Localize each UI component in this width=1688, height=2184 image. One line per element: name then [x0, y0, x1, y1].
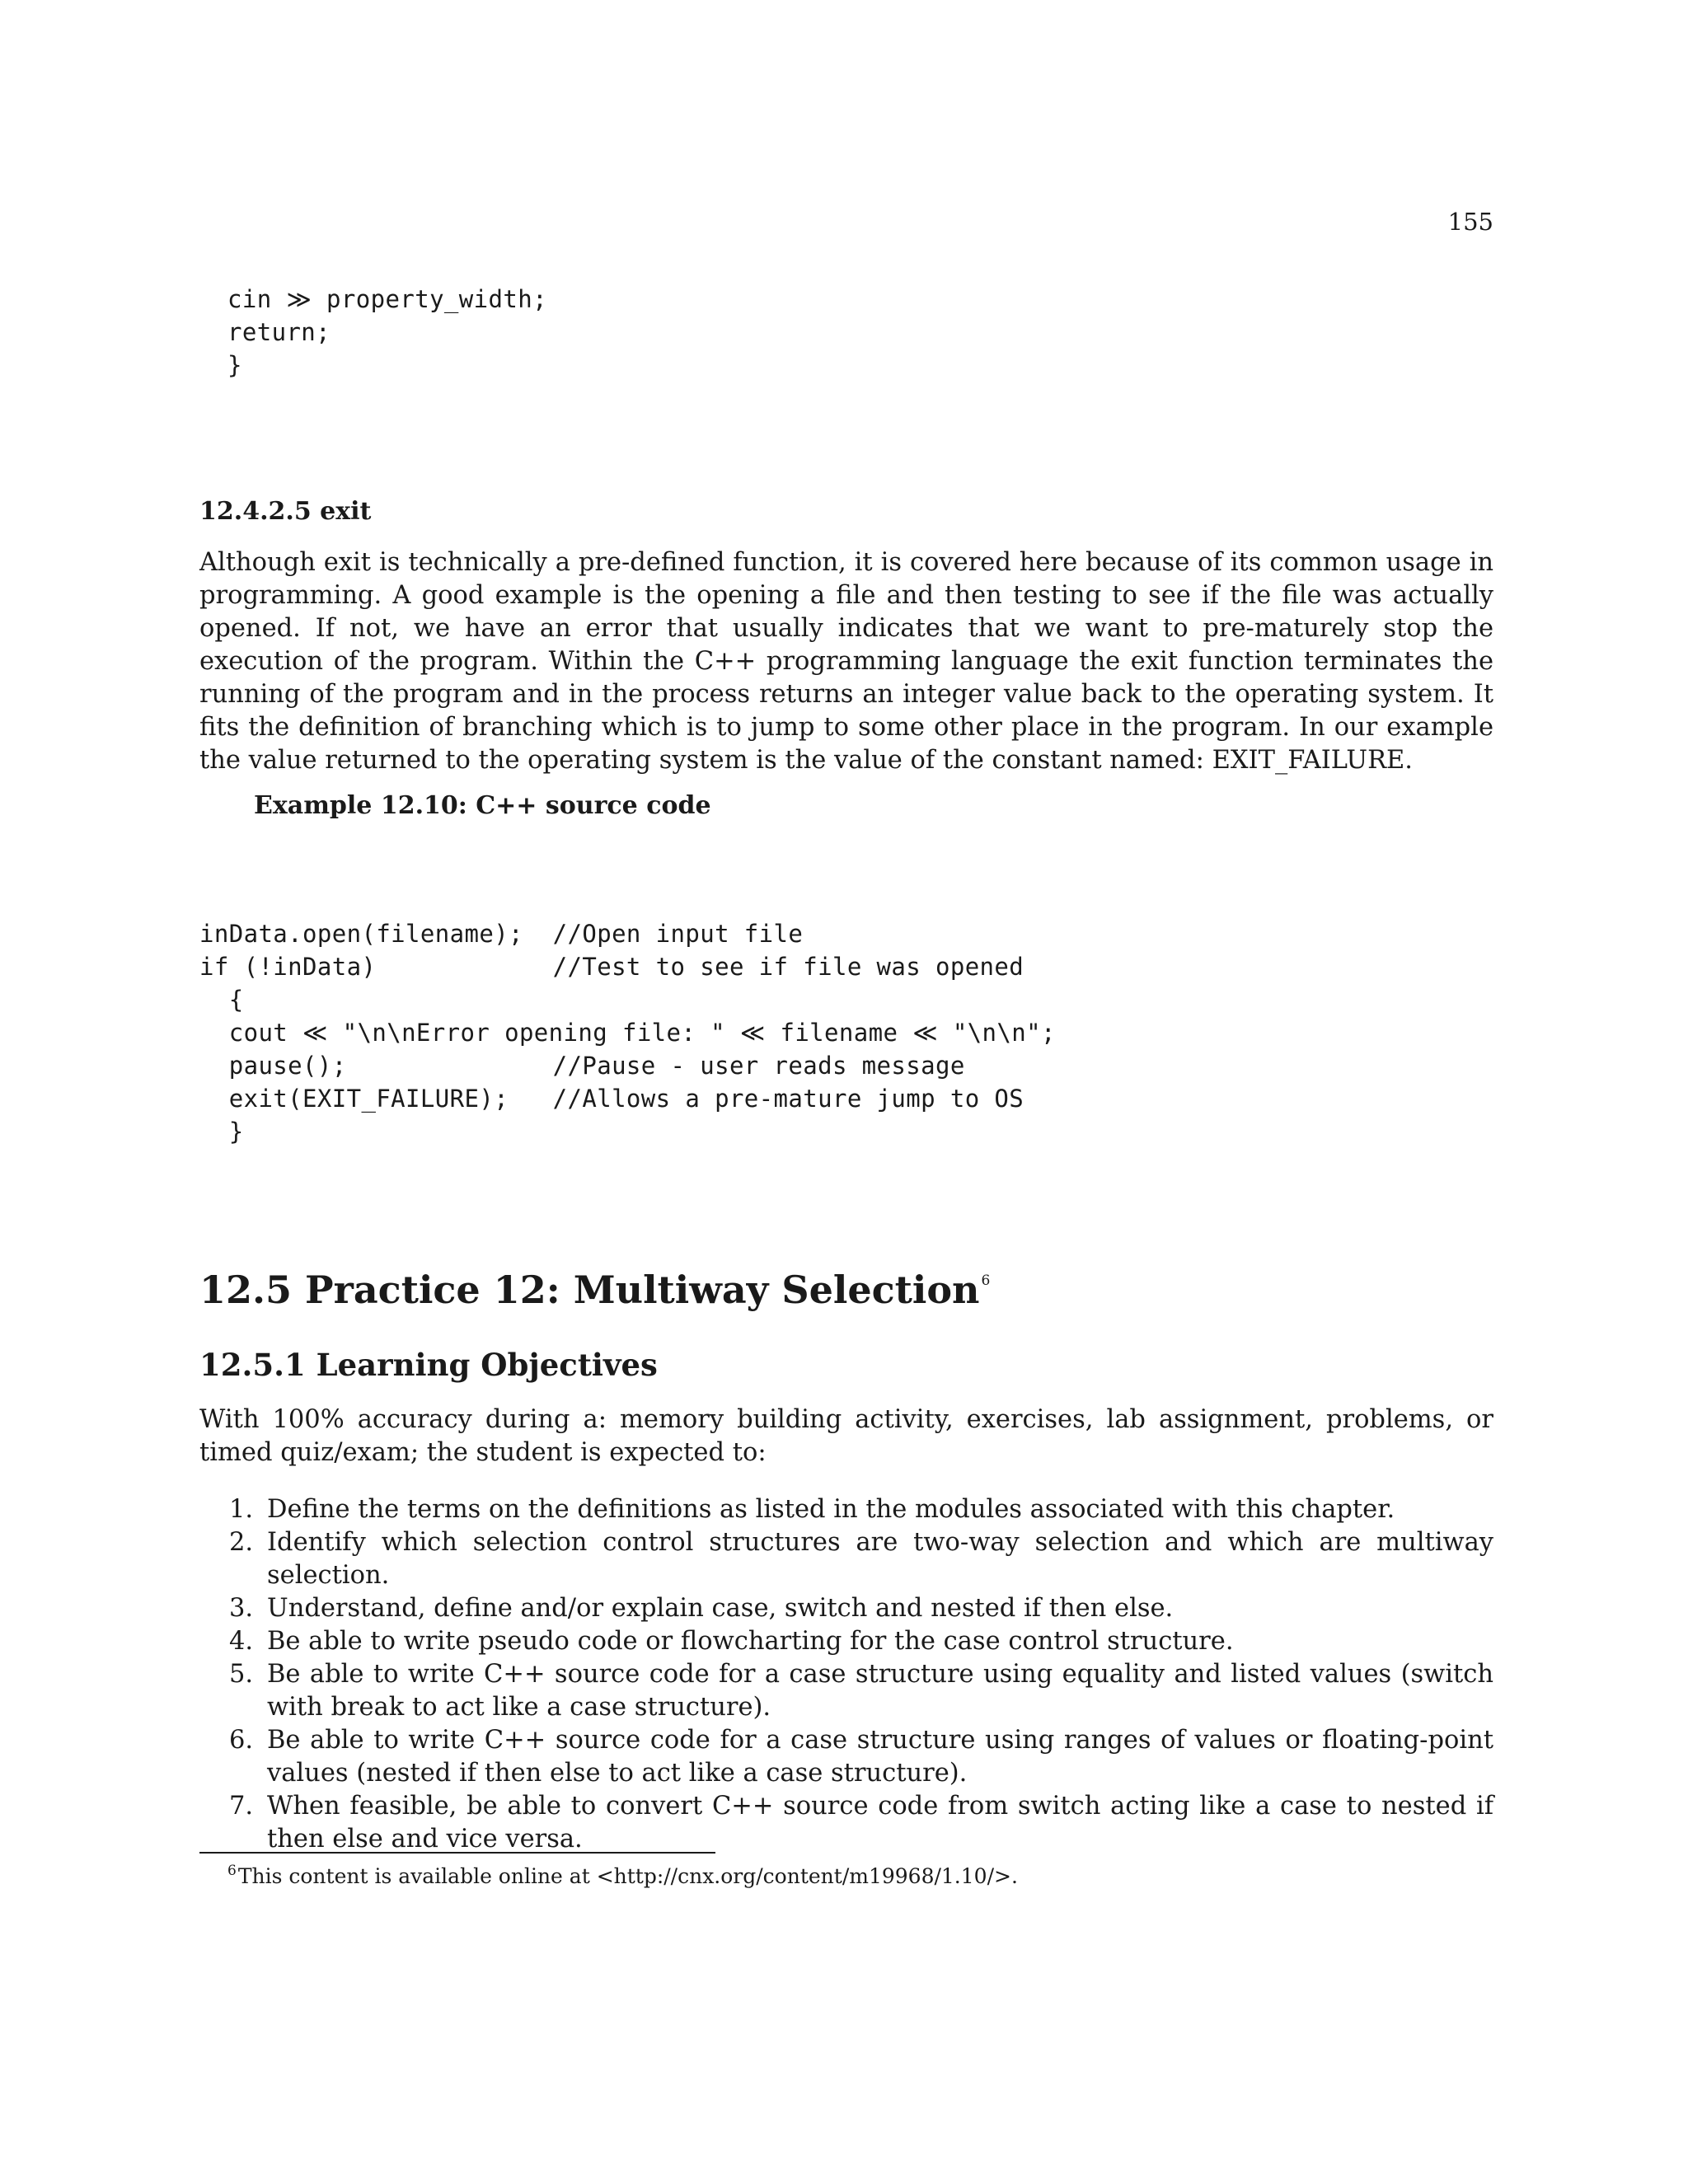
exit-heading: 12.4.2.5 exit — [199, 497, 372, 526]
code-block-top — [227, 283, 547, 382]
list-item — [199, 1526, 1493, 1592]
code-line: inData.open(filename); //Open input file — [199, 920, 804, 948]
section-heading — [199, 1268, 990, 1312]
subsection-heading: 12.5.1 Learning Objectives — [199, 1347, 658, 1383]
objectives-list — [199, 1493, 1493, 1856]
code-block-example — [199, 917, 1056, 1148]
code-line: exit(EXIT_FAILURE); //Allows a pre-mature jump to OS — [199, 1085, 1025, 1113]
code-line: } — [199, 1118, 244, 1146]
code-line: cin ≫ property_width; — [227, 285, 547, 313]
list-item — [199, 1493, 1493, 1526]
code-line: { — [199, 986, 244, 1014]
list-item-number: 2. — [229, 1528, 254, 1557]
footnote — [227, 1864, 1018, 1888]
list-item — [199, 1625, 1493, 1658]
exit-paragraph: Although exit is technically a pre-defined function, it is covered here because of its common usage in programming. A good example is the opening a file and then testing to see if the file was actually opened. If not, we have an error that usually indicates that we want to pre-maturely stop the execution of the program. Within the C++ programming language the exit function terminates the running of the program and in the process returns an integer value back to the operating system. It fits the definition of branching which is to jump to some other place in the program. In our example the value returned to the operating system is the value of the constant named: EXIT_FAILURE. — [199, 548, 1493, 775]
list-item-number: 3. — [229, 1594, 254, 1623]
objectives-intro: With 100% accuracy during a: memory building activity, exercises, lab assignment, problems, or timed quiz/exam; the student is expected to: — [199, 1405, 1493, 1467]
list-item-text: Be able to write C++ source code for a case structure using ranges of values or floating-point values (nested if then else to act like a case structure). — [267, 1726, 1493, 1788]
list-item — [199, 1724, 1493, 1790]
page-number: 155 — [1447, 208, 1493, 236]
list-item — [199, 1658, 1493, 1724]
list-item — [199, 1592, 1493, 1625]
list-item-text: Be able to write pseudo code or flowcharting for the case control structure. — [267, 1627, 1234, 1656]
code-line: return; — [227, 318, 331, 346]
list-item-number: 6. — [229, 1726, 254, 1755]
list-item-text: Identify which selection control structures are two-way selection and which are multiway selection. — [267, 1528, 1493, 1590]
code-line: cout ≪ "\n\nError opening file: " ≪ filename ≪ "\n\n"; — [199, 1019, 1056, 1047]
section-heading-text: 12.5 Practice 12: Multiway Selection — [199, 1268, 980, 1312]
list-item-number: 5. — [229, 1660, 254, 1689]
list-item-text: Understand, define and/or explain case, switch and nested if then else. — [267, 1594, 1174, 1623]
list-item-text: Define the terms on the definitions as listed in the modules associated with this chapter. — [267, 1495, 1395, 1524]
code-line: } — [227, 351, 242, 379]
list-item-text: When feasible, be able to convert C++ source code from switch acting like a case to nested if then else and vice versa. — [267, 1792, 1493, 1854]
code-line: if (!inData) //Test to see if file was opened — [199, 953, 1025, 981]
footnote-marker: 6 — [227, 1863, 237, 1879]
code-line: pause(); //Pause - user reads message — [199, 1052, 965, 1080]
list-item-number: 7. — [229, 1792, 254, 1821]
document-page — [199, 0, 1493, 2184]
footnote-text: This content is available online at <http://cnx.org/content/m19968/1.10/>. — [237, 1864, 1018, 1888]
list-item-number: 4. — [229, 1627, 254, 1656]
example-caption: Example 12.10: C++ source code — [254, 791, 711, 820]
list-item-text: Be able to write C++ source code for a case structure using equality and listed values (switch with break to act like a case structure). — [267, 1660, 1493, 1722]
list-item — [199, 1790, 1493, 1856]
footnote-divider — [199, 1852, 715, 1854]
list-item-number: 1. — [229, 1495, 254, 1524]
footnote-reference[interactable]: 6 — [981, 1272, 991, 1289]
